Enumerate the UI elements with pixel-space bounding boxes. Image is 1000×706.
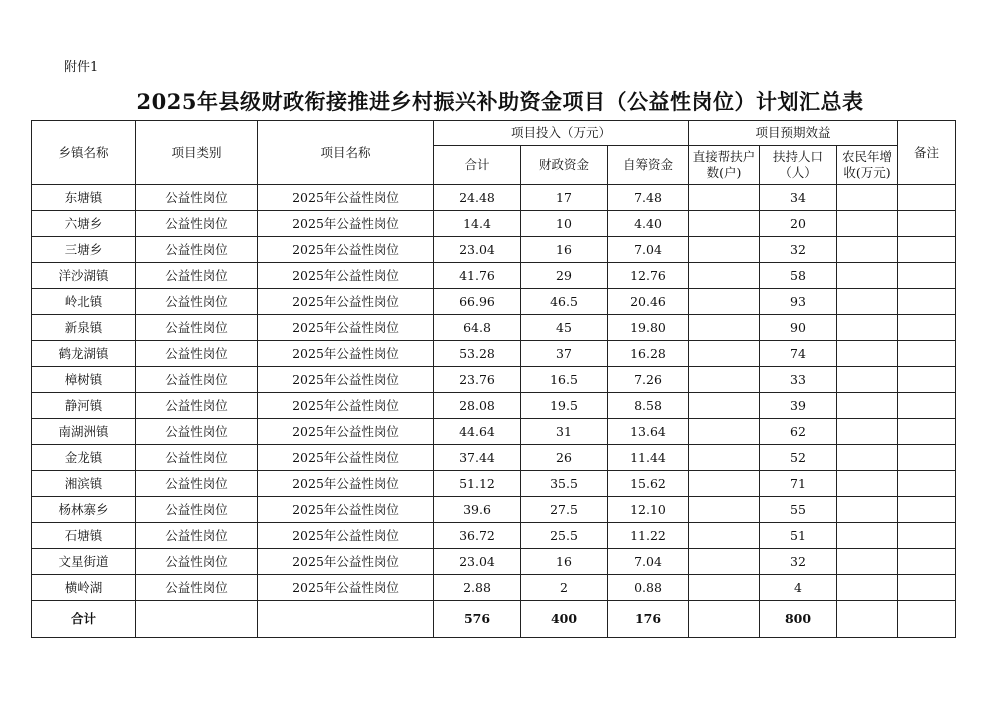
cell-population: 52 (760, 445, 837, 471)
cell-total: 23.76 (434, 367, 521, 393)
header-project-name: 项目名称 (258, 121, 434, 185)
cell-remarks (898, 419, 956, 445)
cell-self-raised: 20.46 (608, 289, 689, 315)
cell-fiscal: 2 (521, 575, 608, 601)
cell-households (689, 445, 760, 471)
cell-income (837, 367, 898, 393)
cell-self-raised: 7.26 (608, 367, 689, 393)
cell-remarks (898, 393, 956, 419)
cell-fiscal: 16 (521, 237, 608, 263)
header-category: 项目类别 (136, 121, 258, 185)
cell-project-name: 2025年公益性岗位 (258, 497, 434, 523)
cell-households (689, 315, 760, 341)
header-town: 乡镇名称 (32, 121, 136, 185)
cell-income (837, 185, 898, 211)
cell-population: 33 (760, 367, 837, 393)
cell-project-name: 2025年公益性岗位 (258, 419, 434, 445)
attachment-label: 附件1 (64, 60, 99, 75)
total-name-cell (258, 601, 434, 638)
cell-population: 93 (760, 289, 837, 315)
cell-households (689, 393, 760, 419)
cell-fiscal: 16 (521, 549, 608, 575)
cell-total: 23.04 (434, 237, 521, 263)
cell-town: 杨林寨乡 (32, 497, 136, 523)
total-population: 800 (760, 601, 837, 638)
cell-self-raised: 16.28 (608, 341, 689, 367)
table-row (32, 393, 956, 419)
cell-total: 53.28 (434, 341, 521, 367)
cell-fiscal: 10 (521, 211, 608, 237)
cell-project-name: 2025年公益性岗位 (258, 575, 434, 601)
cell-project-name: 2025年公益性岗位 (258, 445, 434, 471)
cell-self-raised: 19.80 (608, 315, 689, 341)
cell-town: 东塘镇 (32, 185, 136, 211)
cell-total: 23.04 (434, 549, 521, 575)
total-fiscal: 400 (521, 601, 608, 638)
total-investment: 576 (434, 601, 521, 638)
cell-category: 公益性岗位 (136, 549, 258, 575)
total-category-cell (136, 601, 258, 638)
cell-town: 文星街道 (32, 549, 136, 575)
cell-self-raised: 12.76 (608, 263, 689, 289)
cell-category: 公益性岗位 (136, 341, 258, 367)
cell-households (689, 497, 760, 523)
cell-total: 28.08 (434, 393, 521, 419)
header-income: 农民年增收(万元) (837, 146, 898, 185)
cell-town: 湘滨镇 (32, 471, 136, 497)
cell-total: 66.96 (434, 289, 521, 315)
cell-category: 公益性岗位 (136, 575, 258, 601)
table-row (32, 419, 956, 445)
cell-fiscal: 37 (521, 341, 608, 367)
cell-households (689, 549, 760, 575)
cell-population: 74 (760, 341, 837, 367)
cell-town: 樟树镇 (32, 367, 136, 393)
cell-income (837, 523, 898, 549)
table-row (32, 497, 956, 523)
table-row (32, 289, 956, 315)
cell-income (837, 393, 898, 419)
cell-remarks (898, 497, 956, 523)
cell-population: 62 (760, 419, 837, 445)
cell-town: 南湖洲镇 (32, 419, 136, 445)
cell-project-name: 2025年公益性岗位 (258, 289, 434, 315)
cell-remarks (898, 471, 956, 497)
cell-total: 64.8 (434, 315, 521, 341)
cell-self-raised: 7.48 (608, 185, 689, 211)
total-label: 合计 (32, 601, 136, 638)
cell-households (689, 211, 760, 237)
table-row (32, 367, 956, 393)
cell-category: 公益性岗位 (136, 185, 258, 211)
cell-project-name: 2025年公益性岗位 (258, 341, 434, 367)
cell-town: 金龙镇 (32, 445, 136, 471)
cell-category: 公益性岗位 (136, 263, 258, 289)
cell-households (689, 575, 760, 601)
cell-self-raised: 11.22 (608, 523, 689, 549)
cell-self-raised: 7.04 (608, 237, 689, 263)
cell-town: 新泉镇 (32, 315, 136, 341)
table-row (32, 523, 956, 549)
cell-fiscal: 45 (521, 315, 608, 341)
header-fiscal: 财政资金 (521, 146, 608, 185)
cell-project-name: 2025年公益性岗位 (258, 471, 434, 497)
cell-category: 公益性岗位 (136, 523, 258, 549)
cell-income (837, 445, 898, 471)
cell-households (689, 289, 760, 315)
cell-total: 37.44 (434, 445, 521, 471)
table-row (32, 237, 956, 263)
table-row (32, 549, 956, 575)
cell-households (689, 419, 760, 445)
cell-income (837, 471, 898, 497)
cell-fiscal: 16.5 (521, 367, 608, 393)
cell-project-name: 2025年公益性岗位 (258, 367, 434, 393)
cell-fiscal: 25.5 (521, 523, 608, 549)
table-row (32, 575, 956, 601)
header-investment-group: 项目投入（万元） (434, 121, 689, 146)
cell-remarks (898, 237, 956, 263)
total-self-raised: 176 (608, 601, 689, 638)
header-total: 合计 (434, 146, 521, 185)
cell-population: 58 (760, 263, 837, 289)
cell-category: 公益性岗位 (136, 315, 258, 341)
header-remarks: 备注 (898, 121, 956, 185)
cell-remarks (898, 341, 956, 367)
cell-fiscal: 26 (521, 445, 608, 471)
cell-total: 24.48 (434, 185, 521, 211)
cell-project-name: 2025年公益性岗位 (258, 549, 434, 575)
cell-town: 鹤龙湖镇 (32, 341, 136, 367)
cell-households (689, 185, 760, 211)
cell-project-name: 2025年公益性岗位 (258, 315, 434, 341)
cell-households (689, 237, 760, 263)
cell-total: 41.76 (434, 263, 521, 289)
table-row (32, 445, 956, 471)
cell-fiscal: 35.5 (521, 471, 608, 497)
cell-town: 横岭湖 (32, 575, 136, 601)
cell-project-name: 2025年公益性岗位 (258, 393, 434, 419)
cell-population: 51 (760, 523, 837, 549)
cell-remarks (898, 289, 956, 315)
cell-town: 六塘乡 (32, 211, 136, 237)
cell-remarks (898, 575, 956, 601)
cell-category: 公益性岗位 (136, 367, 258, 393)
cell-remarks (898, 367, 956, 393)
cell-town: 岭北镇 (32, 289, 136, 315)
cell-income (837, 237, 898, 263)
cell-fiscal: 29 (521, 263, 608, 289)
cell-town: 静河镇 (32, 393, 136, 419)
table-row (32, 471, 956, 497)
cell-self-raised: 0.88 (608, 575, 689, 601)
cell-project-name: 2025年公益性岗位 (258, 237, 434, 263)
cell-total: 14.4 (434, 211, 521, 237)
cell-town: 洋沙湖镇 (32, 263, 136, 289)
cell-project-name: 2025年公益性岗位 (258, 211, 434, 237)
header-households: 直接帮扶户数(户) (689, 146, 760, 185)
cell-fiscal: 31 (521, 419, 608, 445)
cell-income (837, 575, 898, 601)
cell-category: 公益性岗位 (136, 237, 258, 263)
cell-remarks (898, 549, 956, 575)
total-row (32, 601, 956, 638)
table-body (32, 185, 956, 601)
cell-households (689, 367, 760, 393)
cell-category: 公益性岗位 (136, 393, 258, 419)
cell-population: 71 (760, 471, 837, 497)
cell-remarks (898, 523, 956, 549)
cell-population: 4 (760, 575, 837, 601)
header-population: 扶持人口（人） (760, 146, 837, 185)
document-title: 2025年县级财政衔接推进乡村振兴补助资金项目（公益性岗位）计划汇总表 (136, 89, 864, 114)
cell-fiscal: 46.5 (521, 289, 608, 315)
cell-income (837, 315, 898, 341)
cell-fiscal: 19.5 (521, 393, 608, 419)
cell-town: 石塘镇 (32, 523, 136, 549)
cell-self-raised: 7.04 (608, 549, 689, 575)
cell-income (837, 497, 898, 523)
cell-population: 55 (760, 497, 837, 523)
cell-income (837, 289, 898, 315)
cell-remarks (898, 211, 956, 237)
cell-category: 公益性岗位 (136, 289, 258, 315)
cell-population: 32 (760, 549, 837, 575)
table-row (32, 341, 956, 367)
cell-category: 公益性岗位 (136, 497, 258, 523)
cell-population: 34 (760, 185, 837, 211)
cell-remarks (898, 445, 956, 471)
cell-town: 三塘乡 (32, 237, 136, 263)
table-row (32, 315, 956, 341)
total-income (837, 601, 898, 638)
cell-total: 2.88 (434, 575, 521, 601)
cell-self-raised: 12.10 (608, 497, 689, 523)
cell-total: 36.72 (434, 523, 521, 549)
cell-category: 公益性岗位 (136, 471, 258, 497)
total-remarks (898, 601, 956, 638)
header-benefit-group: 项目预期效益 (689, 121, 898, 146)
cell-total: 39.6 (434, 497, 521, 523)
cell-income (837, 549, 898, 575)
cell-project-name: 2025年公益性岗位 (258, 185, 434, 211)
table-row (32, 185, 956, 211)
cell-self-raised: 11.44 (608, 445, 689, 471)
cell-income (837, 341, 898, 367)
table-row (32, 211, 956, 237)
cell-fiscal: 27.5 (521, 497, 608, 523)
cell-population: 90 (760, 315, 837, 341)
cell-households (689, 341, 760, 367)
cell-income (837, 263, 898, 289)
cell-category: 公益性岗位 (136, 211, 258, 237)
cell-population: 20 (760, 211, 837, 237)
cell-project-name: 2025年公益性岗位 (258, 523, 434, 549)
cell-fiscal: 17 (521, 185, 608, 211)
cell-remarks (898, 185, 956, 211)
summary-table (31, 120, 956, 638)
cell-category: 公益性岗位 (136, 419, 258, 445)
cell-income (837, 211, 898, 237)
cell-remarks (898, 263, 956, 289)
cell-income (837, 419, 898, 445)
cell-project-name: 2025年公益性岗位 (258, 263, 434, 289)
cell-households (689, 471, 760, 497)
cell-self-raised: 8.58 (608, 393, 689, 419)
cell-population: 32 (760, 237, 837, 263)
cell-self-raised: 13.64 (608, 419, 689, 445)
cell-population: 39 (760, 393, 837, 419)
cell-self-raised: 15.62 (608, 471, 689, 497)
table-row (32, 263, 956, 289)
cell-total: 44.64 (434, 419, 521, 445)
cell-category: 公益性岗位 (136, 445, 258, 471)
cell-remarks (898, 315, 956, 341)
total-households (689, 601, 760, 638)
header-self-raised: 自筹资金 (608, 146, 689, 185)
cell-self-raised: 4.40 (608, 211, 689, 237)
cell-households (689, 523, 760, 549)
cell-households (689, 263, 760, 289)
cell-total: 51.12 (434, 471, 521, 497)
